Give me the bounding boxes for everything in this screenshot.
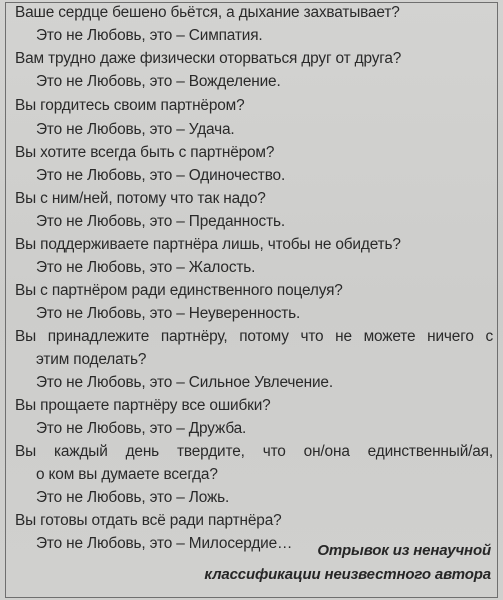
answer-line: Это не Любовь, это – Одиночество. xyxy=(36,167,286,184)
answer-line: Это не Любовь, это – Ложь. xyxy=(36,489,230,506)
question-line: Вы каждый день твердите, что он/она единственный/ая, xyxy=(15,443,493,460)
answer-line: Это не Любовь, это – Милосердие… xyxy=(36,535,293,552)
answer-line: Это не Любовь, это – Преданность. xyxy=(36,213,285,230)
question-line: Вы с ним/ней, потому что так надо? xyxy=(15,190,266,207)
question-continuation-line: о ком вы думаете всегда? xyxy=(36,466,218,483)
question-line: Ваше сердце бешено бьётся, а дыхание захватывает? xyxy=(15,4,400,21)
source-credit-line-1: Отрывок из ненаучной xyxy=(317,542,491,559)
question-line: Вы принадлежите партнёру, потому что не можете ничего с xyxy=(15,328,493,345)
answer-line: Это не Любовь, это – Сильное Увлечение. xyxy=(36,374,333,391)
source-credit-line-2: классификации неизвестного автора xyxy=(204,566,491,583)
question-continuation-line: этим поделать? xyxy=(36,351,147,368)
question-line: Вы поддерживаете партнёра лишь, чтобы не обидеть? xyxy=(15,236,401,253)
answer-line: Это не Любовь, это – Вожделение. xyxy=(36,73,281,90)
answer-line: Это не Любовь, это – Жалость. xyxy=(36,259,256,276)
answer-line: Это не Любовь, это – Удача. xyxy=(36,121,235,138)
answer-line: Это не Любовь, это – Дружба. xyxy=(36,420,247,437)
answer-line: Это не Любовь, это – Неуверенность. xyxy=(36,305,301,322)
question-line: Вы прощаете партнёру все ошибки? xyxy=(15,397,271,414)
question-line: Вам трудно даже физически оторваться друг от друга? xyxy=(15,50,402,67)
question-line: Вы гордитесь своим партнёром? xyxy=(15,97,245,114)
answer-line: Это не Любовь, это – Симпатия. xyxy=(36,27,263,44)
question-line: Вы готовы отдать всё ради партнёра? xyxy=(15,512,282,529)
question-line: Вы хотите всегда быть с партнёром? xyxy=(15,144,275,161)
question-line: Вы с партнёром ради единственного поцелуя? xyxy=(15,282,343,299)
